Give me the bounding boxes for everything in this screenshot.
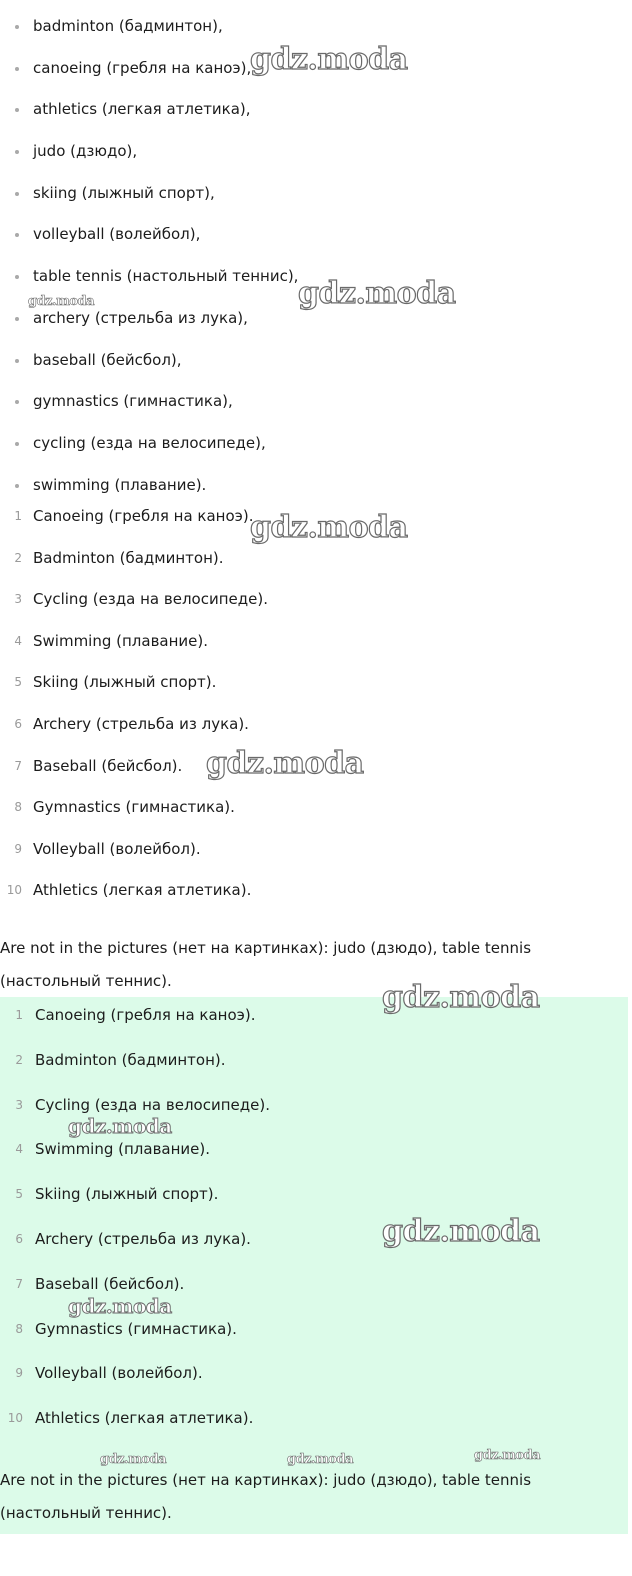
watermark: gdz.moda (28, 294, 95, 309)
list-item-text: athletics (легкая атлетика), (33, 100, 251, 119)
bullet-icon (15, 275, 19, 279)
item-number: 3 (15, 1097, 23, 1112)
item-number: 10 (7, 1411, 23, 1426)
list-item (0, 1355, 632, 1400)
watermark: gdz.moda (298, 276, 456, 311)
item-number: 2 (14, 550, 22, 565)
item-number: 3 (14, 592, 22, 607)
watermark: gdz.moda (68, 1294, 172, 1318)
item-number: 1 (15, 1008, 23, 1022)
bullet-icon (15, 400, 19, 404)
list-item (0, 1221, 632, 1266)
watermark: gdz.moda (287, 1452, 354, 1467)
list-item-text: Badminton (бадминтон). (33, 548, 224, 567)
list-item (0, 91, 632, 133)
list-item (0, 1400, 632, 1445)
item-number: 10 (6, 883, 22, 898)
list-item-text: baseball (бейсбол), (33, 350, 182, 369)
list-item (0, 581, 632, 623)
bullet-icon (15, 442, 19, 446)
watermark: gdz.moda (100, 1452, 167, 1467)
list-item (0, 540, 632, 582)
list-item-text: volleyball (волейбол), (33, 225, 201, 244)
list-item (0, 706, 632, 748)
list-item-text: Gymnastics (гимнастика). (35, 1319, 237, 1338)
list-item (0, 1131, 632, 1176)
item-number: 5 (15, 1187, 23, 1202)
list-item-text: Athletics (легкая атлетика). (33, 881, 252, 900)
list-item (0, 748, 632, 790)
list-item (0, 872, 632, 914)
item-number: 1 (14, 509, 22, 523)
list-item-text: Swimming (плавание). (35, 1140, 211, 1159)
list-item-text: Athletics (легкая атлетика). (35, 1409, 254, 1428)
list-item (0, 342, 632, 384)
note-paragraph-1: Are not in the pictures (нет на картинках): judo (дзюдо), table tennis (настольный теннис). (0, 939, 532, 990)
list-item-text: gymnastics (гимнастика), (33, 392, 233, 411)
list-item-text: Skiing (лыжный спорт). (35, 1185, 219, 1204)
list-item-text: Baseball (бейсбол). (35, 1274, 185, 1293)
list-item-text: Swimming (плавание). (33, 631, 209, 650)
item-number: 2 (15, 1052, 23, 1067)
list-item (0, 175, 632, 217)
list-item (0, 1311, 632, 1356)
item-number: 9 (14, 841, 22, 856)
list-item (0, 50, 632, 92)
list-item-text: Volleyball (волейбол). (33, 839, 201, 858)
list-item-text: Baseball (бейсбол). (33, 756, 183, 775)
numbered-answer-list-1 (0, 498, 632, 914)
bullet-icon (15, 25, 19, 29)
item-number: 8 (14, 800, 22, 815)
list-item-text: canoeing (гребля на каноэ), (33, 58, 252, 77)
list-item-text: Cycling (езда на велосипеде). (33, 590, 268, 609)
list-item-text: Cycling (езда на велосипеде). (35, 1095, 270, 1114)
list-item (0, 425, 632, 467)
list-item-text: judo (дзюдо), (33, 142, 138, 161)
list-item-text: Gymnastics (гимнастика). (33, 798, 235, 817)
bullet-icon (15, 67, 19, 71)
list-item-text: Canoeing (гребля на каноэ). (35, 1006, 256, 1024)
sports-bullet-list (0, 8, 632, 508)
watermark: gdz.moda (250, 42, 408, 77)
watermark: gdz.moda (206, 746, 364, 781)
list-item-text: Skiing (лыжный спорт). (33, 673, 217, 692)
watermark: gdz.moda (382, 1214, 540, 1249)
item-number: 9 (15, 1366, 23, 1381)
list-item (0, 789, 632, 831)
list-item-text: archery (стрельба из лука), (33, 308, 248, 327)
list-item (0, 1087, 632, 1132)
item-number: 7 (14, 758, 22, 773)
list-item (0, 216, 632, 258)
watermark: gdz.moda (250, 510, 408, 545)
list-item-text: cycling (езда на велосипеде), (33, 433, 266, 452)
item-number: 5 (14, 675, 22, 690)
bullet-icon (15, 484, 19, 488)
bullet-icon (15, 108, 19, 112)
bullet-icon (15, 359, 19, 363)
list-item (0, 258, 632, 300)
item-number: 7 (15, 1276, 23, 1291)
numbered-answer-list-2 (0, 997, 632, 1445)
list-item (0, 133, 632, 175)
item-number: 8 (15, 1321, 23, 1336)
bullet-icon (15, 233, 19, 237)
watermark: gdz.moda (474, 1448, 541, 1463)
list-item (0, 997, 632, 1042)
bullet-icon (15, 150, 19, 154)
list-item (0, 498, 632, 540)
item-number: 6 (15, 1231, 23, 1246)
item-number: 6 (14, 716, 22, 731)
list-item (0, 623, 632, 665)
list-item-text: Canoeing (гребля на каноэ). (33, 507, 254, 525)
list-item (0, 1266, 632, 1311)
list-item-text: Badminton (бадминтон). (35, 1050, 226, 1069)
list-item (0, 383, 632, 425)
list-item (0, 300, 632, 342)
list-item (0, 1176, 632, 1221)
item-number: 4 (15, 1142, 23, 1157)
list-item-text: Archery (стрельба из лука). (33, 714, 249, 733)
note-paragraph-2: Are not in the pictures (нет на картинках): judo (дзюдо), table tennis (настольный теннис). (0, 1471, 532, 1522)
item-number: 4 (14, 633, 22, 648)
list-item (0, 831, 632, 873)
bullet-icon (15, 317, 19, 321)
list-item-text: skiing (лыжный спорт), (33, 183, 215, 202)
list-item-text: table tennis (настольный теннис), (33, 267, 299, 286)
list-item (0, 664, 632, 706)
list-item-text: Archery (стрельба из лука). (35, 1229, 251, 1248)
list-item (0, 8, 632, 50)
list-item-text: badminton (бадминтон), (33, 17, 223, 35)
watermark: gdz.moda (382, 980, 540, 1015)
list-item-text: Volleyball (волейбол). (35, 1364, 203, 1383)
watermark: gdz.moda (68, 1114, 172, 1138)
bullet-icon (15, 192, 19, 196)
list-item-text: swimming (плавание). (33, 475, 207, 494)
list-item (0, 1042, 632, 1087)
